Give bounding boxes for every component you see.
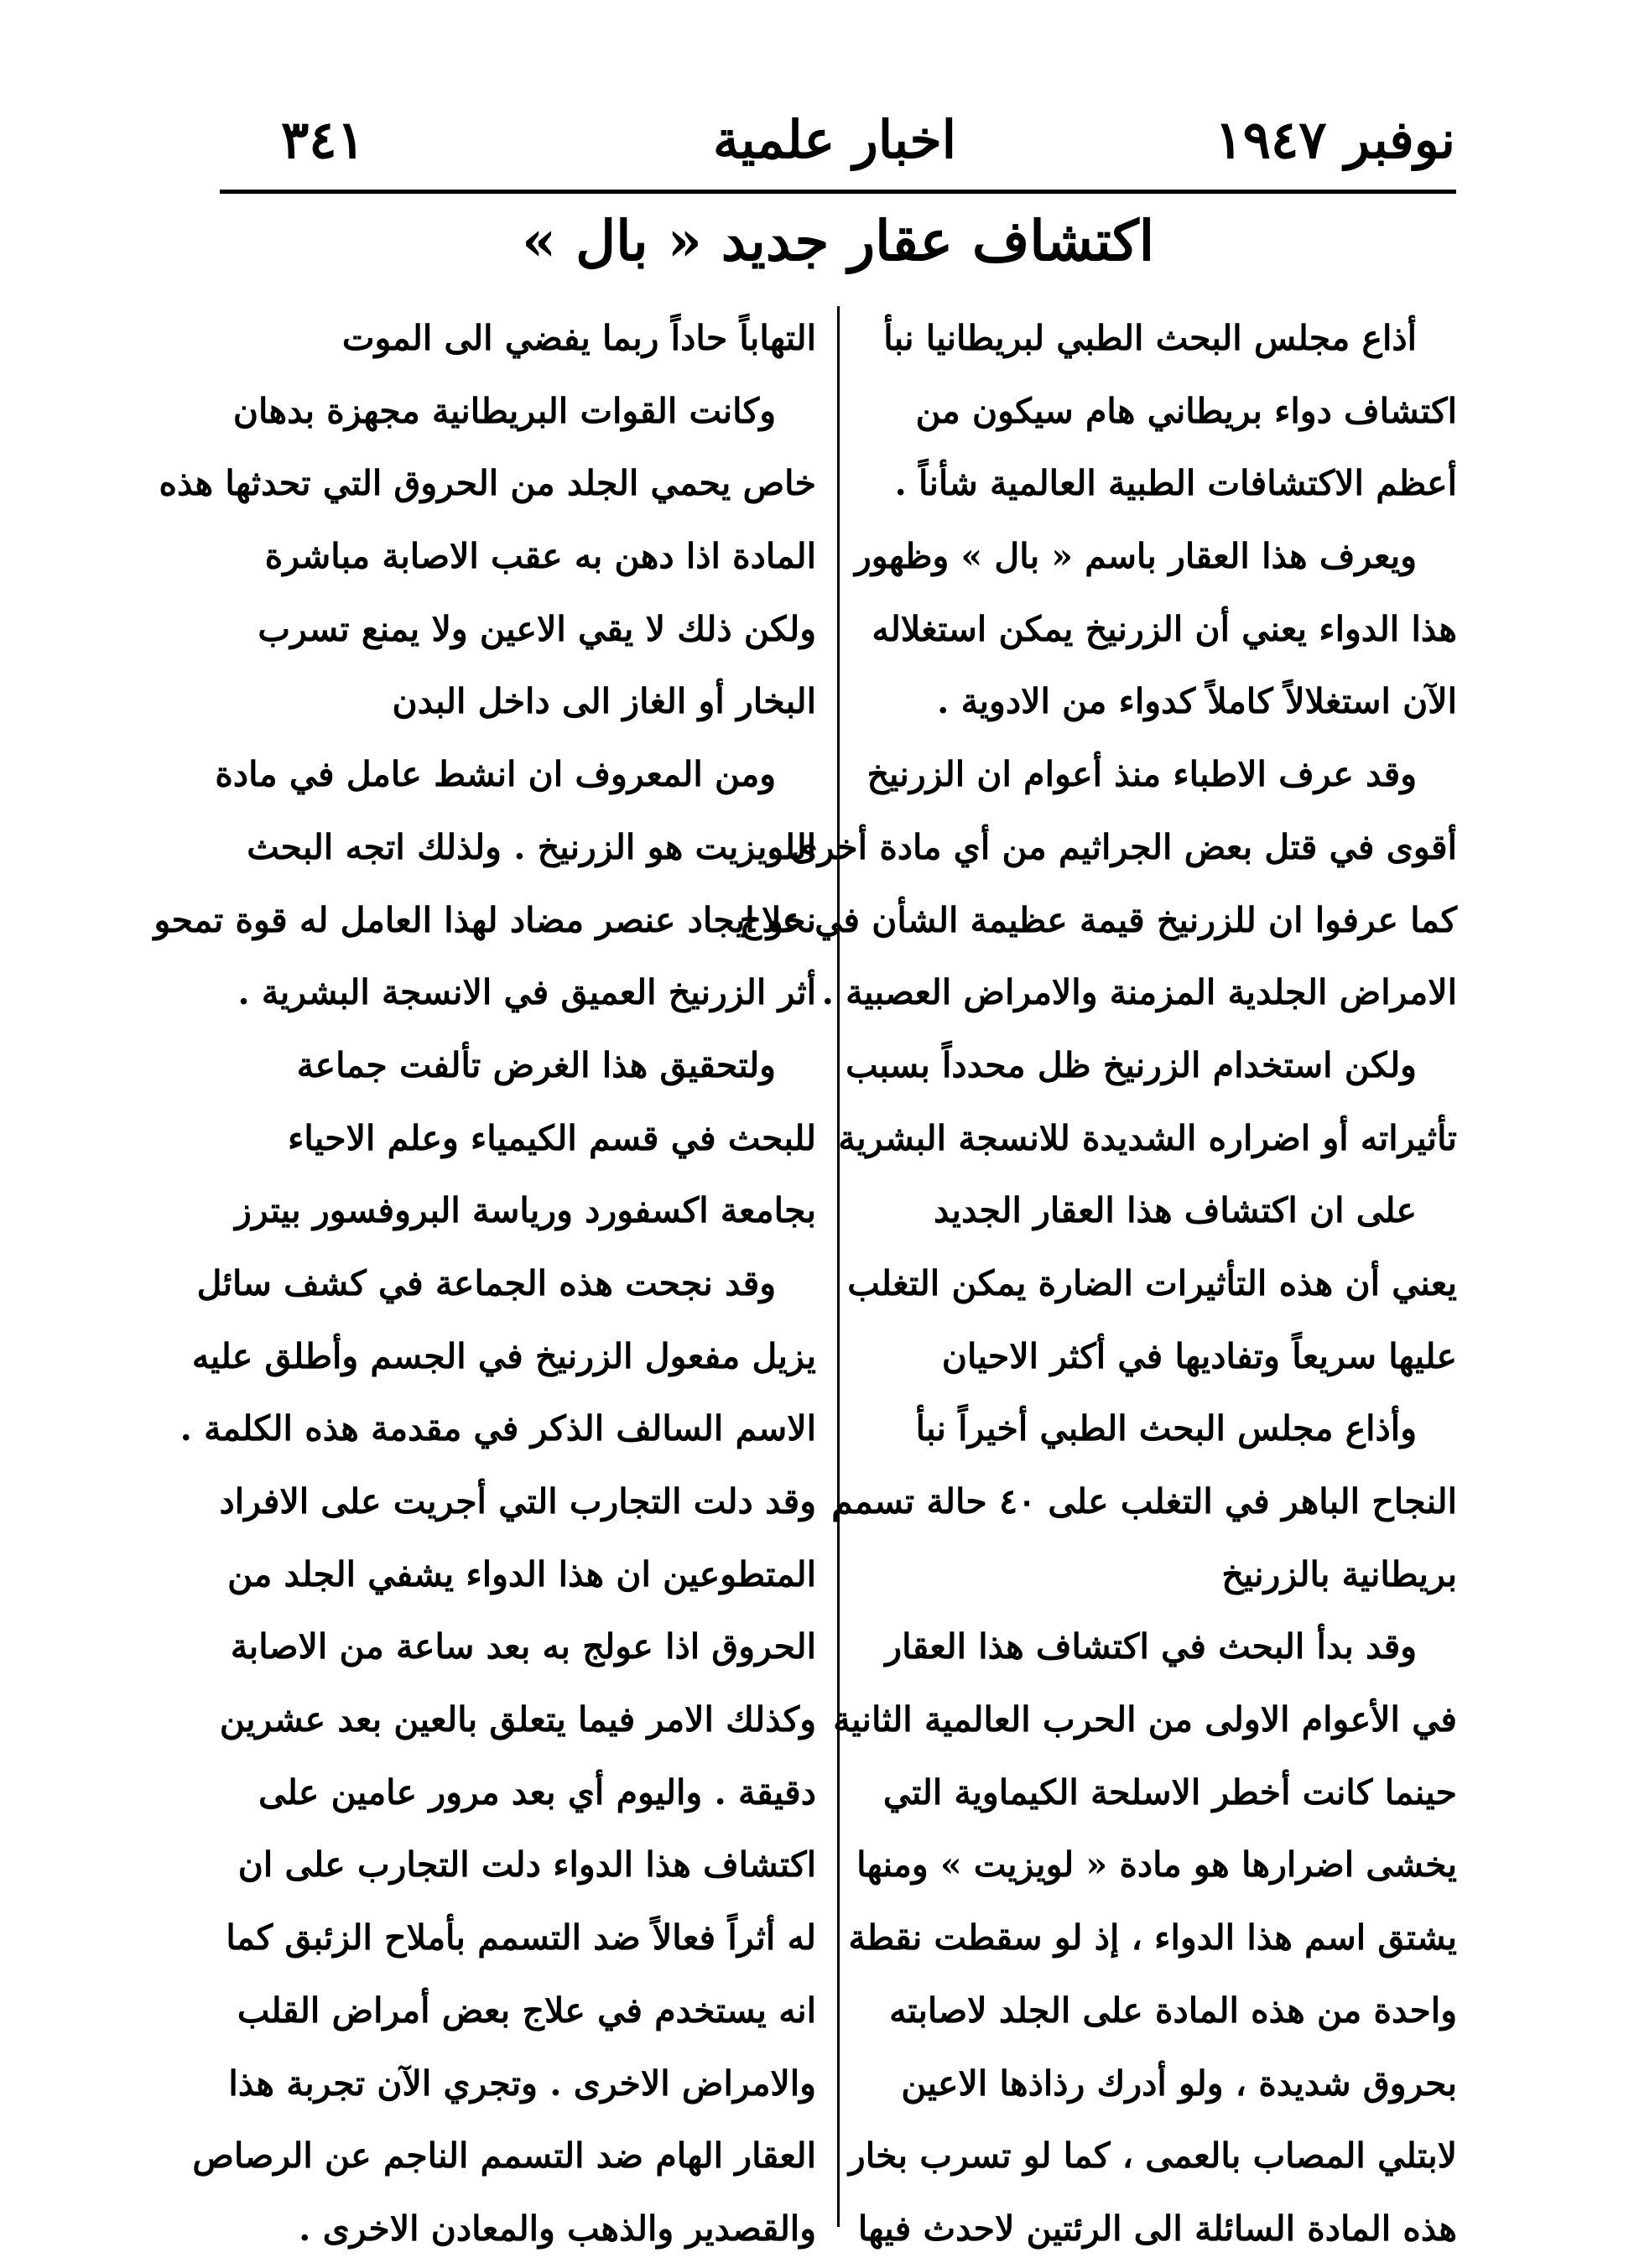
header-date: نوفبر ١٩٤٧ — [1215, 109, 1455, 170]
text-line: بريطانية بالزرنيخ — [1221, 1553, 1457, 1594]
text-line: في الأعوام الاولى من الحرب العالمية الثانية — [833, 1699, 1457, 1740]
text-line: الامراض الجلدية المزمنة والامراض العصبية . — [821, 972, 1457, 1013]
text-line: يزيل مفعول الزرنيخ في الجسم وأطلق عليه — [191, 1335, 816, 1376]
text-line: ومن المعروف ان انشط عامل في مادة — [215, 754, 776, 795]
text-line: انه يستخدم في علاج بعض أمراض القلب — [237, 1990, 816, 2031]
text-line: عليها سريعاً وتفاديها في أكثر الاحيان — [941, 1335, 1457, 1376]
text-line: العقار الهام ضد التسمم الناجم عن الرصاص — [192, 2135, 816, 2177]
text-line: بجامعة اكسفورد ورياسة البروفسور بيترز — [235, 1190, 816, 1231]
text-line: بحروق شديدة ، ولو أدرك رذاذها الاعين — [901, 2063, 1457, 2104]
article-title: اكتشاف عقار جديد « بال » — [521, 208, 1155, 273]
text-line: أعظم الاكتشافات الطبية العالمية شأناً . — [894, 463, 1457, 504]
text-line: أذاع مجلس البحث الطبي لبريطانيا نبأ — [883, 318, 1417, 358]
text-line: يشتق اسم هذا الدواء ، إذ لو سقطت نقطة — [848, 1917, 1457, 1958]
text-line: الآن استغلالاً كاملاً كدواء من الادوية . — [937, 681, 1457, 722]
text-line: أقوى في قتل بعض الجراثيم من أي مادة أخرى . — [767, 826, 1457, 867]
text-line: على ان اكتشاف هذا العقار الجديد — [934, 1190, 1417, 1231]
text-line: وكانت القوات البريطانية مجهزة بدهان — [232, 390, 776, 431]
text-line: وقد بدأ البحث في اكتشاف هذا العقار — [885, 1626, 1417, 1667]
text-line: وقد دلت التجارب التي أجريت على الافراد — [219, 1481, 816, 1522]
text-line: وقد نجحت هذه الجماعة في كشف سائل — [196, 1262, 776, 1303]
text-line: والامراض الاخرى . وتجري الآن تجربة هذا — [228, 2063, 816, 2104]
text-line: الاسم السالف الذكر في مقدمة هذه الكلمة . — [180, 1408, 816, 1449]
left-text-column — [154, 302, 816, 2265]
text-line: والقصدير والذهب والمعادن الاخرى . — [299, 2208, 816, 2249]
text-line: حينما كانت أخطر الاسلحة الكيماوية التي — [882, 1771, 1457, 1813]
text-line: الحروق اذا عولج به بعد ساعة من الاصابة — [230, 1626, 816, 1667]
text-line: يخشى اضرارها هو مادة « لويزيت » ومنها — [856, 1844, 1457, 1886]
text-line: ويعرف هذا العقار باسم « بال » وظهور — [854, 536, 1417, 577]
text-line: نحو ايجاد عنصر مضاد لهذا العامل له قوة تمحو — [154, 899, 816, 940]
page-header — [214, 109, 1455, 185]
text-line: وقد عرف الاطباء منذ أعوام ان الزرنيخ — [866, 754, 1417, 795]
text-line: هذه المادة السائلة الى الرئتين لاحدث فيها — [857, 2208, 1457, 2249]
text-line: واحدة من هذه المادة على الجلد لاصابته — [889, 1990, 1457, 2031]
right-text-column — [739, 302, 1457, 2265]
text-line: كما عرفوا ان للزرنيخ قيمة عظيمة الشأن في علاج — [739, 899, 1457, 940]
text-line: دقيقة . واليوم أي بعد مرور عامين على — [258, 1771, 816, 1813]
text-line: وكذلك الامر فيما يتعلق بالعين بعد عشرين — [219, 1699, 816, 1740]
text-line: ولتحقيق هذا الغرض تألفت جماعة — [296, 1044, 776, 1085]
text-line: النجاح الباهر في التغلب على ٤٠ حالة تسمم — [831, 1481, 1457, 1522]
text-line: التهاباً حاداً ربما يفضي الى الموت — [341, 318, 816, 358]
text-line: لابتلي المصاب بالعمى ، كما لو تسرب بخار — [848, 2135, 1457, 2177]
text-line: ولكن ذلك لا يقي الاعين ولا يمنع تسرب — [258, 608, 816, 649]
text-line: ولكن استخدام الزرنيخ ظل محدداً بسبب — [846, 1044, 1417, 1085]
text-line: للبحث في قسم الكيمياء وعلم الاحياء — [288, 1117, 816, 1158]
text-line: المتطوعين ان هذا الدواء يشفي الجلد من — [227, 1553, 816, 1594]
text-line: البخار أو الغاز الى داخل البدن — [392, 681, 816, 722]
text-line: اللويزيت هو الزرنيخ . ولذلك اتجه البحث — [247, 826, 816, 867]
column-divider — [837, 306, 840, 2227]
text-line: تأثيراته أو اضراره الشديدة للانسجة البشرية — [838, 1117, 1457, 1158]
text-line: يعني أن هذه التأثيرات الضارة يمكن التغلب — [847, 1262, 1457, 1303]
text-line: وأذاع مجلس البحث الطبي أخيراً نبأ — [915, 1408, 1417, 1449]
page-number: ٣٤١ — [281, 109, 365, 170]
text-line: اكتشاف هذا الدواء دلت التجارب على ان — [237, 1844, 816, 1886]
header-rule — [220, 190, 1456, 194]
header-section-title: اخبار علمية — [713, 109, 956, 170]
text-line: خاص يحمي الجلد من الحروق التي تحدثها هذه — [159, 463, 816, 504]
text-line: هذا الدواء يعني أن الزرنيخ يمكن استغلاله — [872, 608, 1457, 649]
text-line: أثر الزرنيخ العميق في الانسجة البشرية . — [237, 972, 816, 1013]
text-line: المادة اذا دهن به عقب الاصابة مباشرة — [264, 536, 816, 577]
text-line: له أثراً فعالاً ضد التسمم بأملاح الزئبق كما — [226, 1917, 816, 1958]
text-line: اكتشاف دواء بريطاني هام سيكون من — [915, 390, 1457, 431]
